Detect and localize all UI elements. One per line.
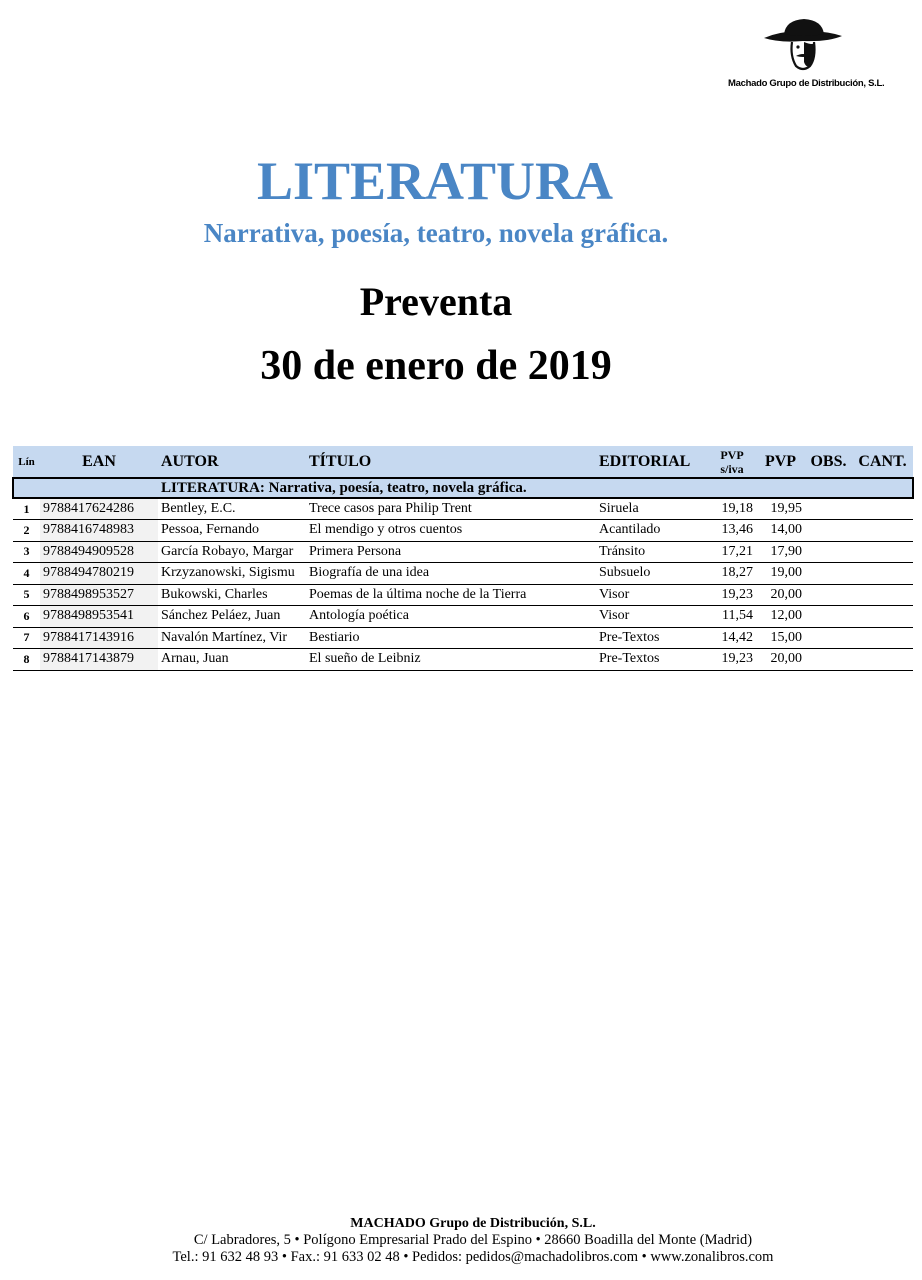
cell-lin: 7 — [23, 630, 30, 645]
cell-pvp-siva: 13,46 — [721, 522, 753, 538]
header-obs: OBS. — [810, 452, 847, 470]
cell-pvp-siva: 11,54 — [722, 608, 753, 624]
hat-man-logo-icon — [762, 16, 844, 78]
cell-autor: Bentley, E.C. — [161, 501, 236, 516]
section-label: LITERATURA: Narrativa, poesía, teatro, novela gráfica. — [158, 478, 913, 498]
table-row — [13, 627, 913, 649]
footer-company: MACHADO Grupo de Distribución, S.L. — [350, 1216, 596, 1231]
cell-cant — [852, 584, 913, 606]
cell-cant — [852, 649, 913, 671]
cell-pvp-siva: 19,23 — [721, 651, 753, 667]
header-ean: EAN — [82, 452, 116, 470]
company-logo — [728, 16, 885, 96]
cell-lin: 1 — [23, 501, 30, 516]
table-row — [13, 563, 913, 585]
cell-pvp-siva: 19,18 — [721, 501, 753, 516]
header-pvp-siva-line1: PVP — [720, 447, 744, 462]
cell-lin: 6 — [23, 608, 30, 623]
cell-autor: Sánchez Peláez, Juan — [161, 608, 281, 624]
cell-titulo: Trece casos para Philip Trent — [309, 501, 472, 516]
page-subtitle: Narrativa, poesía, teatro, novela gráfica. — [203, 218, 669, 248]
cell-ean: 9788498953527 — [40, 584, 158, 606]
cell-pvp: 17,90 — [770, 543, 802, 559]
cell-lin: 5 — [23, 587, 30, 602]
cell-ean: 9788498953541 — [40, 606, 158, 628]
cell-autor: Bukowski, Charles — [161, 586, 268, 602]
cell-pvp: 15,00 — [770, 629, 802, 645]
cell-ean: 9788494909528 — [40, 541, 158, 563]
preventa-heading: Preventa — [359, 279, 513, 324]
cell-obs — [805, 606, 852, 628]
cell-pvp: 20,00 — [770, 586, 802, 602]
cell-pvp: 20,00 — [770, 651, 802, 667]
header-pvp: PVP — [764, 452, 797, 470]
cell-ean: 9788417143916 — [40, 627, 158, 649]
table-row — [13, 584, 913, 606]
cell-editorial: Tránsito — [599, 543, 646, 559]
cell-pvp: 19,00 — [770, 565, 802, 581]
cell-pvp-siva: 17,21 — [721, 543, 753, 559]
cell-cant — [852, 627, 913, 649]
header-titulo: TÍTULO — [309, 452, 372, 470]
cell-titulo: Biografía de una idea — [309, 565, 430, 581]
cell-titulo: Primera Persona — [309, 543, 402, 559]
cell-autor: García Robayo, Margar — [161, 543, 294, 559]
section-row — [13, 478, 913, 498]
cell-autor: Pessoa, Fernando — [161, 522, 259, 538]
table-row — [13, 606, 913, 628]
products-table — [12, 446, 914, 671]
cell-lin: 8 — [23, 651, 30, 666]
cell-pvp: 19,95 — [770, 501, 802, 516]
section-spacer — [40, 478, 158, 498]
cell-lin: 2 — [23, 522, 30, 537]
cell-lin: 4 — [23, 565, 30, 580]
cell-autor: Krzyzanowski, Sigismu — [161, 565, 295, 581]
cell-titulo: El mendigo y otros cuentos — [309, 522, 463, 538]
cell-ean: 9788417624286 — [40, 498, 158, 520]
table-row — [13, 498, 913, 520]
footer-address: C/ Labradores, 5 • Polígono Empresarial Prado del Espino • 28660 Boadilla del Monte (Madrid) — [193, 1232, 753, 1248]
cell-titulo: Bestiario — [309, 629, 360, 645]
header-pvp-siva-line2: s/iva — [720, 461, 744, 476]
cell-cant — [852, 520, 913, 542]
cell-obs — [805, 584, 852, 606]
cell-lin: 3 — [23, 544, 30, 559]
cell-obs — [805, 541, 852, 563]
header-editorial: EDITORIAL — [599, 452, 691, 470]
cell-editorial: Subsuelo — [599, 565, 651, 581]
header-autor: AUTOR — [161, 452, 219, 470]
cell-titulo: Poemas de la última noche de la Tierra — [309, 586, 527, 602]
section-spacer — [13, 478, 40, 498]
cell-titulo: El sueño de Leibniz — [309, 651, 421, 667]
table-row — [13, 649, 913, 671]
cell-editorial: Pre-Textos — [599, 651, 660, 667]
cell-obs — [805, 563, 852, 585]
cell-pvp: 14,00 — [770, 522, 802, 538]
cell-ean: 9788494780219 — [40, 563, 158, 585]
cell-pvp-siva: 18,27 — [721, 565, 753, 581]
cell-editorial: Visor — [599, 608, 630, 624]
release-date: 30 de enero de 2019 — [260, 343, 612, 389]
header-pvp-siva — [708, 446, 756, 478]
logo-text: Machado Grupo de Distribución, S.L. — [728, 78, 885, 89]
table-row — [13, 520, 913, 542]
table-row — [13, 541, 913, 563]
cell-autor: Arnau, Juan — [161, 651, 229, 667]
cell-cant — [852, 606, 913, 628]
cell-obs — [805, 520, 852, 542]
cell-editorial: Siruela — [599, 501, 639, 516]
cell-editorial: Pre-Textos — [599, 629, 660, 645]
cell-titulo: Antología poética — [309, 608, 409, 624]
cell-editorial: Acantilado — [599, 522, 661, 538]
cell-cant — [852, 563, 913, 585]
cell-obs — [805, 649, 852, 671]
page-title: LITERATURA — [256, 151, 614, 211]
cell-cant — [852, 498, 913, 520]
footer-contact: Tel.: 91 632 48 93 • Fax.: 91 633 02 48 • Pedidos: pedidos@machadolibros.com • www.zonalibros.com — [172, 1249, 774, 1265]
table-header-row — [13, 446, 913, 478]
cell-ean: 9788416748983 — [40, 520, 158, 542]
cell-editorial: Visor — [599, 586, 630, 602]
page-footer — [0, 1215, 922, 1266]
cell-obs — [805, 498, 852, 520]
cell-cant — [852, 541, 913, 563]
cell-obs — [805, 627, 852, 649]
cell-autor: Navalón Martínez, Vir — [161, 629, 288, 645]
cell-ean: 9788417143879 — [40, 649, 158, 671]
header-cant: CANT. — [858, 452, 907, 470]
cell-pvp: 12,00 — [770, 608, 802, 624]
cell-pvp-siva: 14,42 — [721, 629, 753, 645]
header-lin: Lín — [18, 455, 35, 468]
cell-pvp-siva: 19,23 — [721, 586, 753, 602]
